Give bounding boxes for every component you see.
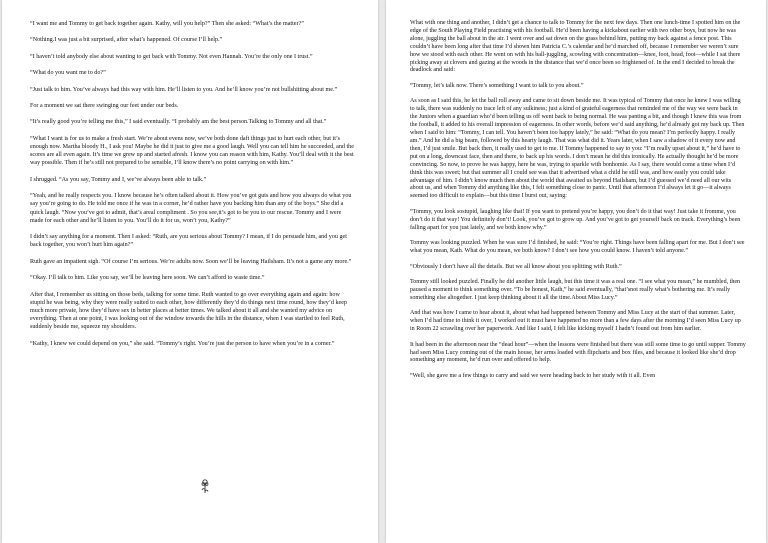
paragraph: “Well, she gave me a few things to carry and said we were heading back to her study with it all. Even (410, 372, 656, 379)
paragraph: For a moment we sat there swinging our feet under our beds. (30, 102, 179, 109)
paragraph: Tommy still looked puzzled. Finally he did another little laugh, but this time it was a real one. “I see what you mean,” he mumbled, then paused a moment to think something over. “To be honest, Kath,” he said eventually, “that’snot really what’s bothering me. It’s really something else altogether. I just keep thinking about it all the time.About Miss Lucy.” (410, 279, 741, 301)
paragraph: “Kathy, I knew we could depend on you,” she said. “Tommy’s right. You’re just the person to have when you’re in a corner.” (30, 340, 335, 347)
paragraph: It had been in the afternoon near the “dead hour”—when the lessons were finished but there was still some time to go until supper. Tommy had seen Miss Lucy coming out of the main house, her arms loaded with flipcharts and box files, and because it looked like she’d drop something any moment, he’d run over and offered to help. (410, 341, 746, 364)
paragraph: Tommy was looking puzzled. When he was sure I’d finished, he said: “You’re right. Things have been falling apart for me. But I don’t see what you mean, Kath. What do you mean, we both know? I don’t see how you could know. I haven’t told anyone.” (410, 240, 745, 255)
paragraph: “Okay. I’ll talk to him. Like you say, we’ll be leaving here soon. We can’t afford to waste time.” (30, 275, 265, 282)
paragraph: I didn’t say anything for a moment. Then I asked: “Ruth, are you serious about Tommy? I mean, if I do persuade him, and you get back together, you won’t hurt him again?” (30, 234, 347, 249)
flower-ornament-icon (200, 479, 210, 495)
paragraph: “It’s really good you’re telling me this,” I said eventually. “I probably am the best person.Talking to Tommy and all that.” (30, 119, 327, 126)
paragraph: I shrugged. “As you say, Tommy and I, we’ve always been able to talk.” (30, 176, 207, 183)
paragraph: “Obviously I don’t have all the details. But we all know about you splitting with Ruth.” (410, 263, 622, 270)
paragraph: “Tommy, you look sostupid, laughing like that! If you want to pretend you’re happy, you don’t do it that way! Just take it fromme, you don’t do it that way! You definitely don’t! Look, you’ve got to grow up. And you’ve got to get yourself back on track. Everything’s been falling apart for you just lately, and we both know why.” (410, 208, 741, 231)
paragraph: What with one thing and another, I didn’t get a chance to talk to Tommy for the next few days. Then one lunch-time I spotted him on the edge of the South Playing Field practising with his football. He’d been having a kickabout earlier with two other boys, but now he was alone, juggling the ball about in the air. I went over and sat down on the grass behind him, putting my back against a fence post. This couldn’t have been long after that time I’d shown him Patricia C.’s calendar and he’d marched off, because I remember we weren’t sure how we stood with each other. He went on with his ball-juggling, scowling with concentration—knee, foot, head, foot—while I sat there picking away at clovers and gazing at the woods in the distance that we’d once been so frightened of. In the end I decided to break the deadlock and said: (410, 20, 741, 74)
left-page (2, 0, 378, 543)
paragraph: “Yeah, and he really respects you. I know because he’s often talked about it. How you’ve got guts and how you always do what you say you’re going to do. He told me once if he was in a corner, he’d rather have you backing him than any of the boys.” She did a quick laugh. “Now you’ve got to admit, that’s areal compliment . So you see,it’s got to be you to our rescue. Tommy and I were made for each other and he’ll listen to you. You’ll do it for us, won’t you, Kathy?” (30, 193, 352, 224)
paragraph: “I want me and Tommy to get back together again. Kathy, will you help?” Then she asked: “What’s the matter?” (30, 21, 304, 27)
paragraph: “What do you want me to do?” (30, 70, 106, 77)
paragraph: “Nothing.I was just a bit surprised, after what’s happened. Of course I’ll help.” (30, 37, 223, 44)
right-page (386, 0, 766, 543)
paragraph: “Just talk to him. You’ve always had this way with him. He’ll listen to you. And he’ll know you’re not bullshitting about me.” (30, 86, 338, 93)
paragraph: “I haven’t told anybody else about wanting to get back with Tommy. Not even Hannah. You’re the only one I trust.” (30, 53, 313, 60)
paragraph: And that was how I came to hear about it, about what had happened between Tommy and Miss Lucy at the start of that summer. Later, when I’d had time to think it over, I worked out it must have happened no more than a few days after the morning I’d seen Miss Lucy up in Room 22 scrawling over her paperwork. And like I said, I felt like kicking myself I hadn’t found out from him earlier. (410, 310, 741, 333)
paragraph: “Tommy, let’s talk now. There’s something I want to talk to you about.” (410, 82, 584, 89)
paragraph: Ruth gave an impatient sigh. “Of course I’m serious. We’re adults now. Soon we’ll be leaving Hailsham. It’s not a game any more.” (30, 258, 352, 265)
paragraph: After that, I remember us sitting on those beds, talking for some time. Ruth wanted to go over everything again and again: how stupid he was being, why they were really suited to each other, how differently they’d do things next time round, how they’d keep much more private, how they’d have sex in better places at better times. We talked about it all and she wanted my advice on everything. Then at one point, I was looking out of the window towards the hills in the distance, when I was startled to feel Ruth, suddenly beside me, squeeze my shoulders. (30, 291, 347, 331)
paragraph: “What I want is for us to make a fresh start. We’re about evens now, we’ve both done daft things just to hurt each other, but it’s enough now. Martha bloody H., I ask you! Maybe he did it just to give me a good laugh. Well you can tell him he succeeded, and the scores are all even again. It’s time we grew up and started afresh. I know you can reason with him, Kathy. You’ll deal with it the best way possible. Then if he’s still not prepared to be sensible, I’ll know there’s no point carrying on with him.” (30, 135, 354, 167)
paragraph: As soon as I said this, he let the ball roll away and came to sit down beside me. It was typical of Tommy that once he knew I was willing to talk, there was suddenly no trace left of any sulkiness; just a kind of grateful eagerness that reminded me of the way we were back in the Juniors when a guardian who’d been telling us off went back to being normal. He was panting a bit, and though I knew this was from the football, it added to his overall impression of eagerness. In other words, before we’d said anything, he’d already got my back up. Then when I said to him: “Tommy, I can tell. You haven’t been too happy lately,” he said: “What do you mean? I’m perfectly happy. I really am.” And he did a big beam, followed by this hearty laugh. That was what did it. Years later, when I saw a shadow of it every now and then, I’d just smile. But back then, it really used to get to me. If Tommy happened to say to you: “I’m really upset about it,” he’d have to put on a long, downcast face, then and there, to back up his words. I don’t mean he did this ironically. He actually thought he’d be more convincing. So now, to prove he was happy, here he was, trying to sparkle with bonhomie. As I say, there would come a time when I’d think this was sweet; but that summer all I could see was that it advertised what a child he still was, and how easily you could take advantage of him. I didn’t know much then about the world that awaited us beyond Hailsham, but I’d guessed we’d need all our wits about us, and when Tommy did anything like this, I felt something close to panic. Until that afternoon I’d always let it go—it always seemed too difficult to explain—but this time I burst out, saying: (410, 98, 745, 200)
